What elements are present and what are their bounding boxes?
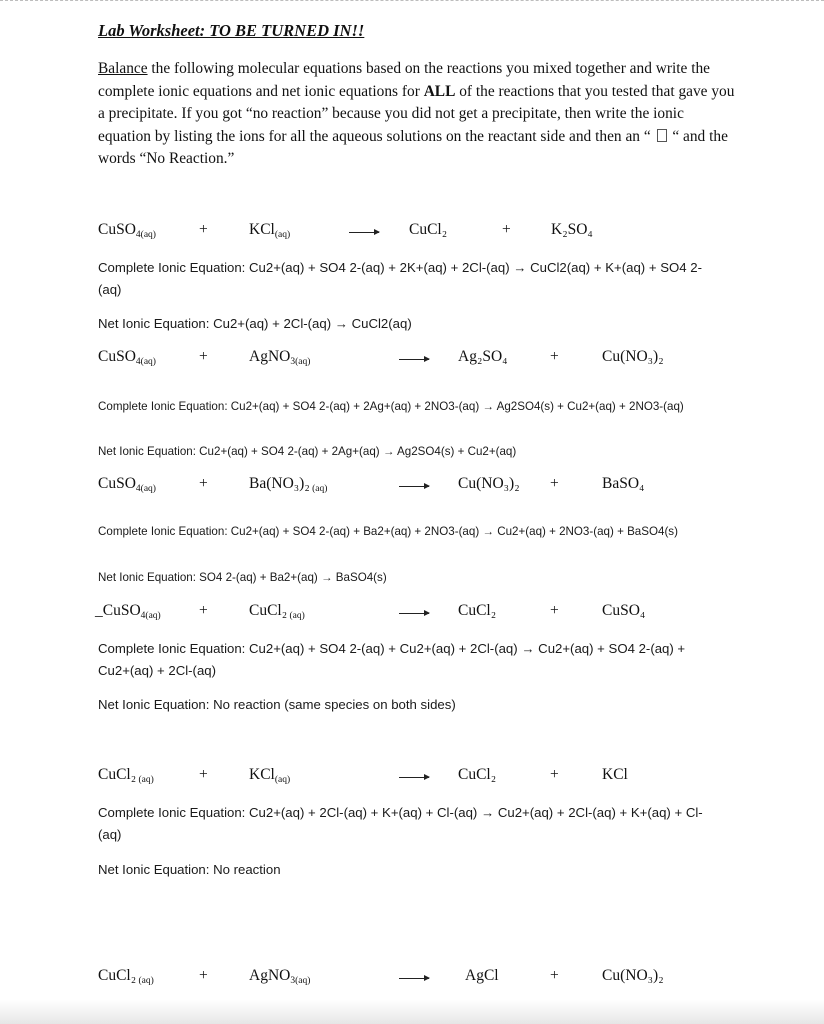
reactant-2-formula: Ba(NO₃)₂ — [249, 475, 310, 492]
reactant-2-formula: KCl — [249, 766, 275, 783]
product-2: K₂SO₄ — [551, 221, 593, 238]
reactant-1-subscript: 4(aq) — [135, 357, 156, 367]
complete-ionic-equation-1: Complete Ionic Equation: Cu2+(aq) + SO4 2-(aq) + 2K+(aq) + 2Cl-(aq) → CuCl2(aq) + K+(aq) + SO4 2-(aq) — [98, 260, 702, 297]
molecular-equation-4 — [0, 602, 824, 626]
reactant-2-subscript: (aq) — [274, 230, 291, 240]
reactant-1-formula: CuCl₂ — [98, 766, 137, 783]
complete-ionic-equation-3: Complete Ionic Equation: Cu2+(aq) + SO4 2-(aq) + Ba2+(aq) + 2NO3-(aq) → Cu2+(aq) + 2NO3-(aq) + BaSO4(s) — [98, 525, 678, 538]
reactant-1 — [98, 967, 154, 986]
reactant-1 — [95, 602, 161, 621]
instructions-bold-all: ALL — [423, 82, 456, 100]
top-divider — [0, 0, 824, 2]
worksheet-title: Lab Worksheet: TO BE TURNED IN!! — [98, 21, 365, 40]
plus-sign: + — [199, 221, 208, 238]
reactant-1-subscript: 4(aq) — [135, 484, 156, 494]
molecular-equation-3 — [0, 475, 824, 499]
reactant-1-formula: CuSO — [98, 475, 136, 492]
plus-sign: + — [199, 475, 208, 492]
product-2: BaSO₄ — [602, 475, 645, 492]
plus-sign: + — [502, 221, 511, 238]
reaction-arrow-icon — [399, 978, 429, 979]
reaction-arrow-icon — [399, 613, 429, 614]
molecular-equation-6 — [0, 967, 824, 991]
product-1: Ag₂SO₄ — [458, 348, 508, 365]
reactant-2-subscript: (aq) — [309, 484, 328, 494]
complete-ionic-equation-5: Complete Ionic Equation: Cu2+(aq) + 2Cl-(aq) + K+(aq) + Cl-(aq) → Cu2+(aq) + 2Cl-(aq) + K+(aq) + Cl-(aq) — [98, 805, 703, 842]
reactant-2 — [249, 967, 310, 986]
reactant-2-formula: KCl — [249, 221, 275, 238]
page-bottom-edge — [0, 1000, 824, 1024]
plus-sign: + — [199, 967, 208, 984]
product-1: CuCl₂ — [409, 221, 448, 238]
net-ionic-equation-5: Net Ionic Equation: No reaction — [98, 862, 281, 877]
net-ionic-equation-2: Net Ionic Equation: Cu2+(aq) + SO4 2-(aq) + 2Ag+(aq) → Ag2SO4(s) + Cu2+(aq) — [98, 445, 517, 458]
complete-ionic-equation-4: Complete Ionic Equation: Cu2+(aq) + SO4 2-(aq) + Cu2+(aq) + 2Cl-(aq) → Cu2+(aq) + SO4 2-(aq) + Cu2+(aq) + 2Cl-(aq) — [98, 641, 686, 678]
reactant-1-subscript: (aq) — [136, 976, 154, 986]
reactant-2 — [249, 475, 327, 494]
reactant-1 — [98, 475, 156, 494]
molecular-equation-2 — [0, 348, 824, 372]
net-ionic-equation-4: Net Ionic Equation: No reaction (same species on both sides) — [98, 697, 456, 712]
product-2: Cu(NO₃)₂ — [602, 967, 664, 984]
reactant-2 — [249, 221, 290, 240]
reactant-1 — [98, 766, 154, 785]
arrow-placeholder-box-icon — [657, 129, 667, 142]
reactant-1-formula: CuSO — [98, 221, 136, 238]
plus-sign: + — [199, 766, 208, 783]
reactant-1 — [98, 221, 156, 240]
net-ionic-equation-1: Net Ionic Equation: Cu2+(aq) + 2Cl-(aq) → CuCl2(aq) — [98, 316, 412, 331]
reactant-1-subscript: (aq) — [136, 775, 154, 785]
reactant-1-formula: _CuSO — [95, 602, 141, 619]
reactant-1-formula: CuSO — [98, 348, 136, 365]
plus-sign: + — [199, 602, 208, 619]
reactant-2 — [249, 766, 290, 785]
instructions-text-2: of the reactions that you tested that gave you a precipitate. If you got “no reaction” because you did not get a precipitate, then write the ionic equation by listing the ions for all the aqueous solutions on the reactant side and then an “ — [98, 82, 735, 145]
reaction-arrow-icon — [399, 359, 429, 360]
plus-sign: + — [550, 967, 559, 984]
product-2: KCl — [602, 766, 628, 783]
plus-sign: + — [550, 766, 559, 783]
reactant-2-formula: CuCl₂ — [249, 602, 288, 619]
product-2: Cu(NO₃)₂ — [602, 348, 664, 365]
reaction-arrow-icon — [399, 777, 429, 778]
reaction-arrow-icon — [349, 232, 379, 233]
product-1: CuCl₂ — [458, 602, 497, 619]
molecular-equation-1 — [0, 221, 824, 245]
reactant-2-formula: AgNO — [249, 967, 291, 984]
instructions-lead: Balance — [98, 60, 148, 77]
reaction-arrow-icon — [399, 486, 429, 487]
plus-sign: + — [199, 348, 208, 365]
reactant-1 — [98, 348, 156, 367]
product-1: AgCl — [465, 967, 499, 984]
reactant-1-subscript: 4(aq) — [140, 611, 161, 621]
reactant-2-formula: AgNO — [249, 348, 291, 365]
product-2: CuSO₄ — [602, 602, 646, 619]
complete-ionic-equation-2: Complete Ionic Equation: Cu2+(aq) + SO4 2-(aq) + 2Ag+(aq) + 2NO3-(aq) → Ag2SO4(s) + Cu2+(aq) + 2NO3-(aq) — [98, 400, 684, 413]
reactant-1-subscript: 4(aq) — [135, 230, 156, 240]
reactant-2 — [249, 348, 310, 367]
reactant-2-subscript: 3(aq) — [290, 357, 311, 367]
product-1: CuCl₂ — [458, 766, 497, 783]
product-1: Cu(NO₃)₂ — [458, 475, 520, 492]
reactant-2-subscript: (aq) — [287, 611, 305, 621]
reactant-2-subscript: (aq) — [274, 775, 291, 785]
plus-sign: + — [550, 348, 559, 365]
reactant-1-formula: CuCl₂ — [98, 967, 137, 984]
net-ionic-equation-3: Net Ionic Equation: SO4 2-(aq) + Ba2+(aq) → BaSO4(s) — [98, 571, 387, 584]
instructions-paragraph — [98, 58, 738, 171]
reactant-2 — [249, 602, 305, 621]
reactant-2-subscript: 3(aq) — [290, 976, 311, 986]
instructions-text-3: “ and the words “No Reaction.” — [98, 127, 728, 168]
plus-sign: + — [550, 602, 559, 619]
molecular-equation-5 — [0, 766, 824, 790]
plus-sign: + — [550, 475, 559, 492]
instructions-text-1: the following molecular equations based on the reactions you mixed together and write the complete ionic equations and net ionic equations for — [98, 60, 711, 100]
